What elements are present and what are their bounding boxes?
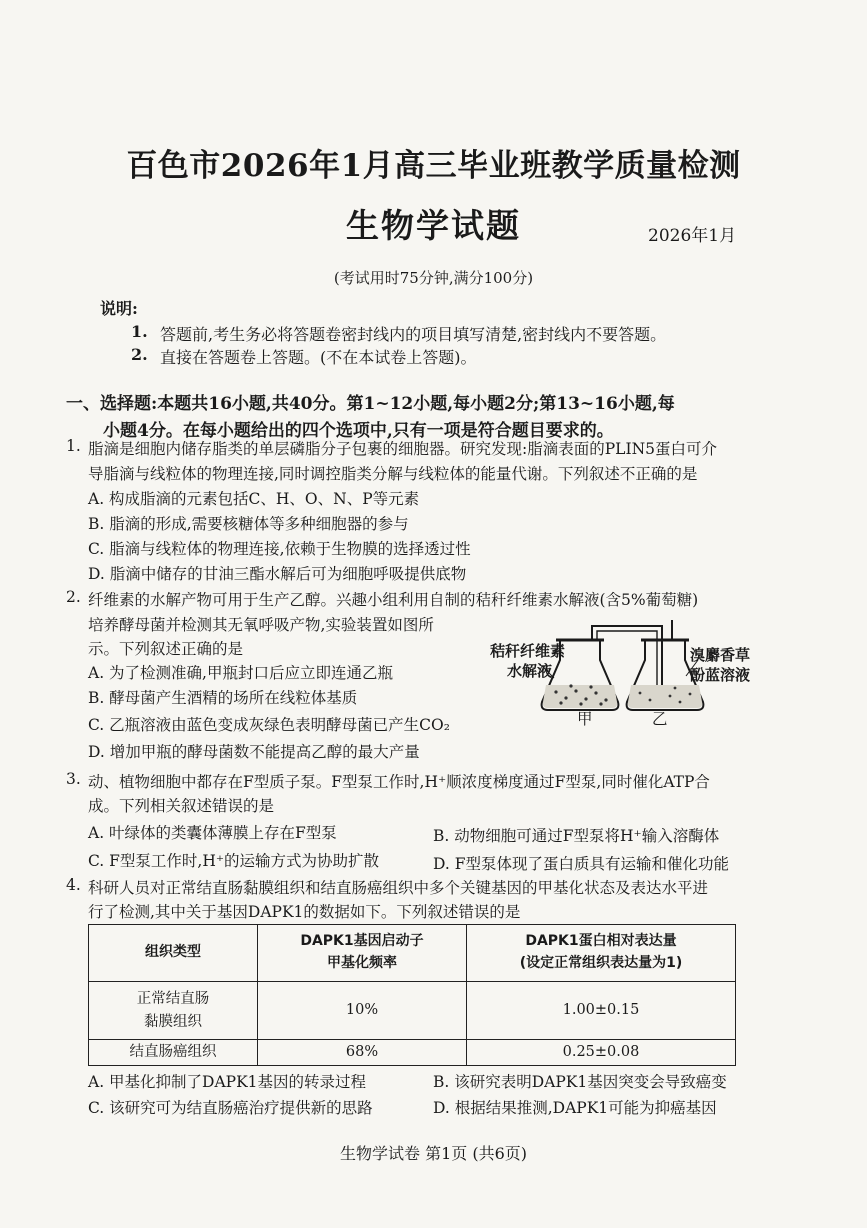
table-row bbox=[89, 1040, 736, 1066]
q4-stem-line1: 科研人员对正常结直肠黏膜组织和结直肠癌组织中多个关键基因的甲基化状态及表达水平进 bbox=[88, 879, 709, 897]
q1-number: 1. bbox=[66, 437, 81, 455]
figure-label-btb-line2: 酚蓝溶液 bbox=[690, 666, 751, 684]
q4-stem-line2: 行了检测,其中关于基因DAPK1的数据如下。下列叙述错误的是 bbox=[88, 903, 521, 921]
figure-label-hydrolysate-line2: 水解液 bbox=[507, 662, 553, 680]
q4-number: 4. bbox=[66, 876, 81, 894]
table-header-expression-line1: DAPK1蛋白相对表达量 bbox=[525, 933, 677, 950]
q1-stem-line2: 导脂滴与线粒体的物理连接,同时调控脂类分解与线粒体的能量代谢。下列叙述不正确的是 bbox=[88, 465, 698, 483]
instruction-num-1: 1. bbox=[131, 322, 148, 341]
q2-stem-line2: 培养酵母菌并检测其无氧呼吸产物,实验装置如图所 bbox=[88, 616, 434, 634]
dapk1-data-table bbox=[88, 924, 736, 1066]
q2-number: 2. bbox=[66, 588, 81, 606]
q1-option-b: B. 脂滴的形成,需要核糖体等多种细胞器的参与 bbox=[88, 515, 409, 533]
q2-stem-line1: 纤维素的水解产物可用于生产乙醇。兴趣小组利用自制的秸秆纤维素水解液(含5%葡萄糖) bbox=[88, 591, 699, 609]
q4-option-d: D. 根据结果推测,DAPK1可能为抑癌基因 bbox=[433, 1099, 717, 1117]
q3-option-c: C. F型泵工作时,H⁺的运输方式为协助扩散 bbox=[88, 852, 380, 870]
q1-option-d: D. 脂滴中储存的甘油三酯水解后可为细胞呼吸提供底物 bbox=[88, 565, 467, 583]
figure-label-hydrolysate-2 bbox=[507, 661, 552, 681]
instruction-text-2: 直接在答题卷上答题。(不在本试卷上答题)。 bbox=[160, 348, 477, 367]
q2-option-d: D. 增加甲瓶的酵母菌数不能提高乙醇的最大产量 bbox=[88, 743, 420, 761]
table-header-methylation bbox=[258, 925, 467, 982]
q3-option-a: A. 叶绿体的类囊体薄膜上存在F型泵 bbox=[88, 824, 337, 842]
exam-note: (考试用时75分钟,满分100分) bbox=[333, 269, 534, 287]
table-header-row bbox=[89, 925, 736, 982]
q3-number: 3. bbox=[66, 770, 81, 788]
table-cell-normal-line1: 正常结直肠 bbox=[136, 991, 210, 1008]
table-header-expression bbox=[467, 925, 736, 982]
q3-option-d: D. F型泵体现了蛋白质具有运输和催化功能 bbox=[433, 855, 729, 873]
figure-label-btb-line1: 溴麝香草 bbox=[690, 646, 751, 664]
q3-option-b: B. 动物细胞可通过F型泵将H⁺输入溶酶体 bbox=[433, 827, 720, 845]
q4-option-c: C. 该研究可为结直肠癌治疗提供新的思路 bbox=[88, 1099, 373, 1117]
table-header-tissue-text: 组织类型 bbox=[145, 944, 201, 961]
q1-option-c: C. 脂滴与线粒体的物理连接,依赖于生物膜的选择透过性 bbox=[88, 540, 471, 558]
table-header-tissue bbox=[89, 925, 258, 982]
q4-option-b: B. 该研究表明DAPK1基因突变会导致癌变 bbox=[433, 1073, 727, 1091]
q1-option-a: A. 构成脂滴的元素包括C、H、O、N、P等元素 bbox=[88, 490, 420, 508]
flask-label-jia: 甲 bbox=[577, 710, 593, 728]
q3-stem-line2: 成。下列相关叙述错误的是 bbox=[88, 797, 275, 815]
table-row bbox=[89, 982, 736, 1040]
table-cell-cancer-methylation: 68% bbox=[258, 1040, 467, 1066]
table-cell-normal-tissue bbox=[89, 982, 258, 1040]
exam-title: 百色市2026年1月高三毕业班教学质量检测 bbox=[126, 148, 741, 184]
exam-date: 2026年1月 bbox=[648, 226, 737, 246]
section-heading-line2: 小题4分。在每小题给出的四个选项中,只有一项是符合题目要求的。 bbox=[103, 421, 614, 441]
instruction-text-1: 答题前,考生务必将答题卷密封线内的项目填写清楚,密封线内不要答题。 bbox=[160, 325, 667, 344]
section-heading-line1: 一、选择题:本题共16小题,共40分。第1~12小题,每小题2分;第13~16小题,每 bbox=[66, 394, 675, 414]
q2-option-c: C. 乙瓶溶液由蓝色变成灰绿色表明酵母菌已产生CO₂ bbox=[88, 716, 450, 734]
q4-option-a: A. 甲基化抑制了DAPK1基因的转录过程 bbox=[88, 1073, 367, 1091]
table-cell-normal-expression: 1.00±0.15 bbox=[467, 982, 736, 1040]
figure-label-btb-2 bbox=[690, 665, 750, 685]
table-cell-cancer-tissue: 结直肠癌组织 bbox=[89, 1040, 258, 1066]
figure-label-hydrolysate bbox=[490, 641, 565, 661]
table-cell-normal-methylation: 10% bbox=[258, 982, 467, 1040]
instructions-heading: 说明: bbox=[100, 299, 138, 318]
table-header-methylation-line1: DAPK1基因启动子 bbox=[300, 933, 424, 950]
q1-stem-line1: 脂滴是细胞内储存脂类的单层磷脂分子包裹的细胞器。研究发现:脂滴表面的PLIN5蛋白可介 bbox=[88, 440, 717, 458]
table-cell-cancer-expression: 0.25±0.08 bbox=[467, 1040, 736, 1066]
q2-option-a: A. 为了检测准确,甲瓶封口后应立即连通乙瓶 bbox=[88, 664, 393, 682]
q2-option-b: B. 酵母菌产生酒精的场所在线粒体基质 bbox=[88, 689, 358, 707]
figure-label-hydrolysate-line1: 秸秆纤维素 bbox=[490, 642, 566, 660]
table-cell-normal-line2: 黏膜组织 bbox=[144, 1013, 202, 1030]
page-footer: 生物学试卷 第1页 (共6页) bbox=[339, 1144, 528, 1163]
instruction-num-2: 2. bbox=[131, 345, 148, 364]
q2-stem-line3: 示。下列叙述正确的是 bbox=[88, 640, 244, 658]
table-header-methylation-line2: 甲基化频率 bbox=[327, 955, 397, 971]
table-header-expression-line2: (设定正常组织表达量为1) bbox=[519, 955, 683, 971]
q3-stem-line1: 动、植物细胞中都存在F型质子泵。F型泵工作时,H⁺顺浓度梯度通过F型泵,同时催化ATP合 bbox=[88, 773, 710, 791]
exam-subtitle: 生物学试题 bbox=[346, 206, 521, 245]
flask-label-yi: 乙 bbox=[652, 710, 668, 728]
figure-label-btb bbox=[690, 645, 750, 665]
